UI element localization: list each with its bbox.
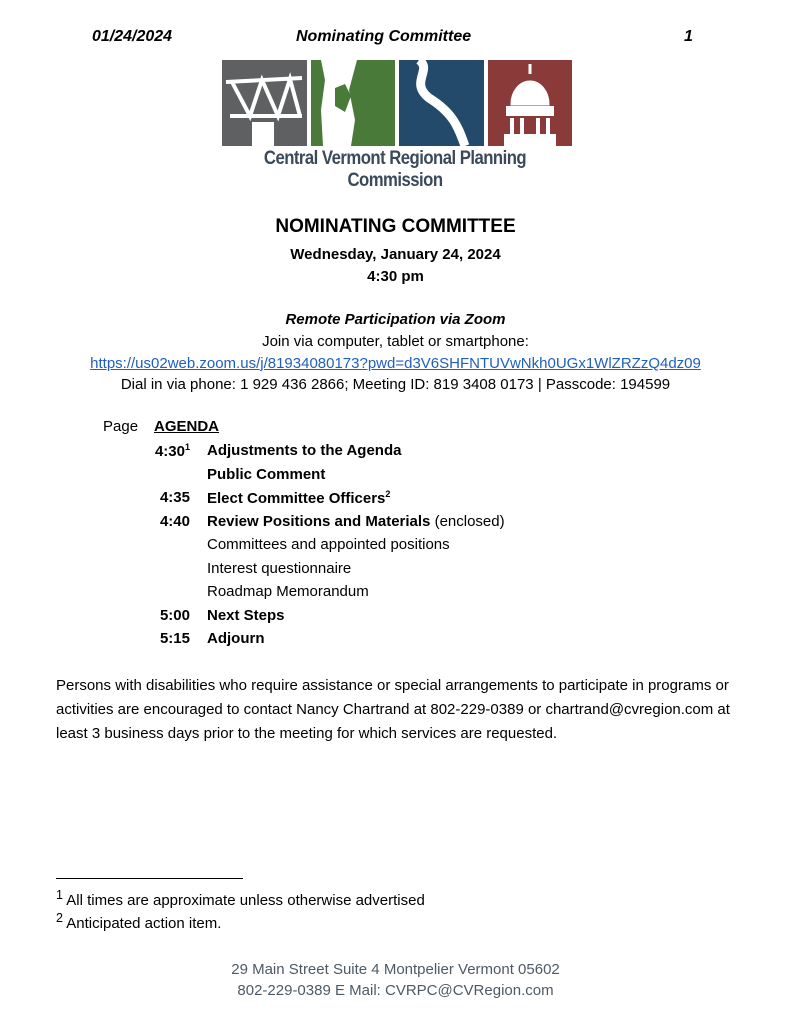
vermont-map-panel-icon <box>311 60 396 146</box>
agenda-item-label: Roadmap Memorandum <box>207 583 369 600</box>
agenda-item <box>207 489 390 507</box>
river-panel-icon <box>399 60 484 146</box>
agenda-item-label: Adjourn <box>207 630 265 647</box>
accessibility-notice: Persons with disabilities who require assistance or special arrangements to participate in programs or activities are encouraged to contact Nancy Chartrand at 802-229-0389 or chartrand@cvregion.com at least 3 business days prior to the meeting for which services are requested. <box>56 677 730 742</box>
footer-address: 29 Main Street Suite 4 Montpelier Vermont 05602 <box>231 961 560 978</box>
footnote-text: All times are approximate unless otherwise advertised <box>66 892 425 909</box>
agenda-time: 5:00 <box>159 606 190 624</box>
footnote-marker: 2 <box>56 911 63 925</box>
agenda-item <box>207 466 325 483</box>
agenda-time: 5:15 <box>159 630 190 647</box>
agenda-item-label: Elect Committee Officers <box>207 490 386 507</box>
agenda-item <box>207 560 351 577</box>
footnote-2 <box>56 911 221 932</box>
agenda-item <box>207 630 265 647</box>
page-label: Page <box>103 418 139 435</box>
agenda-item <box>207 583 369 600</box>
logo-text: Central Vermont Regional Planning Commission <box>263 148 527 191</box>
agenda-item <box>207 513 505 530</box>
footer-contact: 802-229-0389 E Mail: CVRPC@CVRegion.com <box>237 982 554 999</box>
agenda-item-label: Committees and appointed positions <box>207 536 450 553</box>
header-date: 01/24/2024 <box>92 28 173 45</box>
agenda-item <box>207 536 450 553</box>
cvrpc-logo <box>222 60 572 146</box>
agenda-item-note: (enclosed) <box>430 512 505 530</box>
capitol-dome-panel-icon <box>488 60 573 146</box>
join-instructions: Join via computer, tablet or smartphone: <box>262 333 529 350</box>
agenda-item <box>207 442 401 459</box>
footnote-divider <box>56 878 243 879</box>
agenda-time: 4:35 <box>159 489 190 506</box>
footnote-ref: 2 <box>385 489 391 499</box>
footnote-text: Anticipated action item. <box>66 915 222 932</box>
meeting-time: 4:30 pm <box>367 268 424 285</box>
agenda-time: $4:30^1$ <box>154 442 190 460</box>
agenda-item-label: Adjustments to the Agenda <box>207 442 402 459</box>
agenda-heading: AGENDA <box>154 418 220 435</box>
footnote-1 <box>56 888 425 909</box>
agenda-time: 4:40 <box>159 512 190 530</box>
agenda-item-label: Public Comment <box>207 465 326 483</box>
agenda-item-label: Review Positions and Materials <box>207 512 431 530</box>
agenda-item <box>207 607 285 624</box>
footnote-marker: 1 <box>56 888 63 902</box>
remote-heading: Remote Participation via Zoom <box>285 311 506 328</box>
footnote-ref: 1 <box>184 442 190 452</box>
agenda-item-label: Interest questionnaire <box>207 559 352 577</box>
header-title: Nominating Committee <box>296 28 472 45</box>
agenda-item-label: Next Steps <box>207 606 285 624</box>
header-page-number: 1 <box>684 28 693 45</box>
dial-in-info: Dial in via phone: 1 929 436 2866; Meeting ID: 819 3408 0173 | Passcode: 194599 <box>120 376 671 393</box>
bridge-panel-icon <box>222 60 307 146</box>
meeting-date: Wednesday, January 24, 2024 <box>290 246 501 263</box>
zoom-link[interactable]: https://us02web.zoom.us/j/81934080173?pwd=d3V6SHFNTUVwNkh0UGx1WlZRZzQ4dz09 <box>90 355 701 372</box>
meeting-title: NOMINATING COMMITTEE <box>275 216 516 237</box>
